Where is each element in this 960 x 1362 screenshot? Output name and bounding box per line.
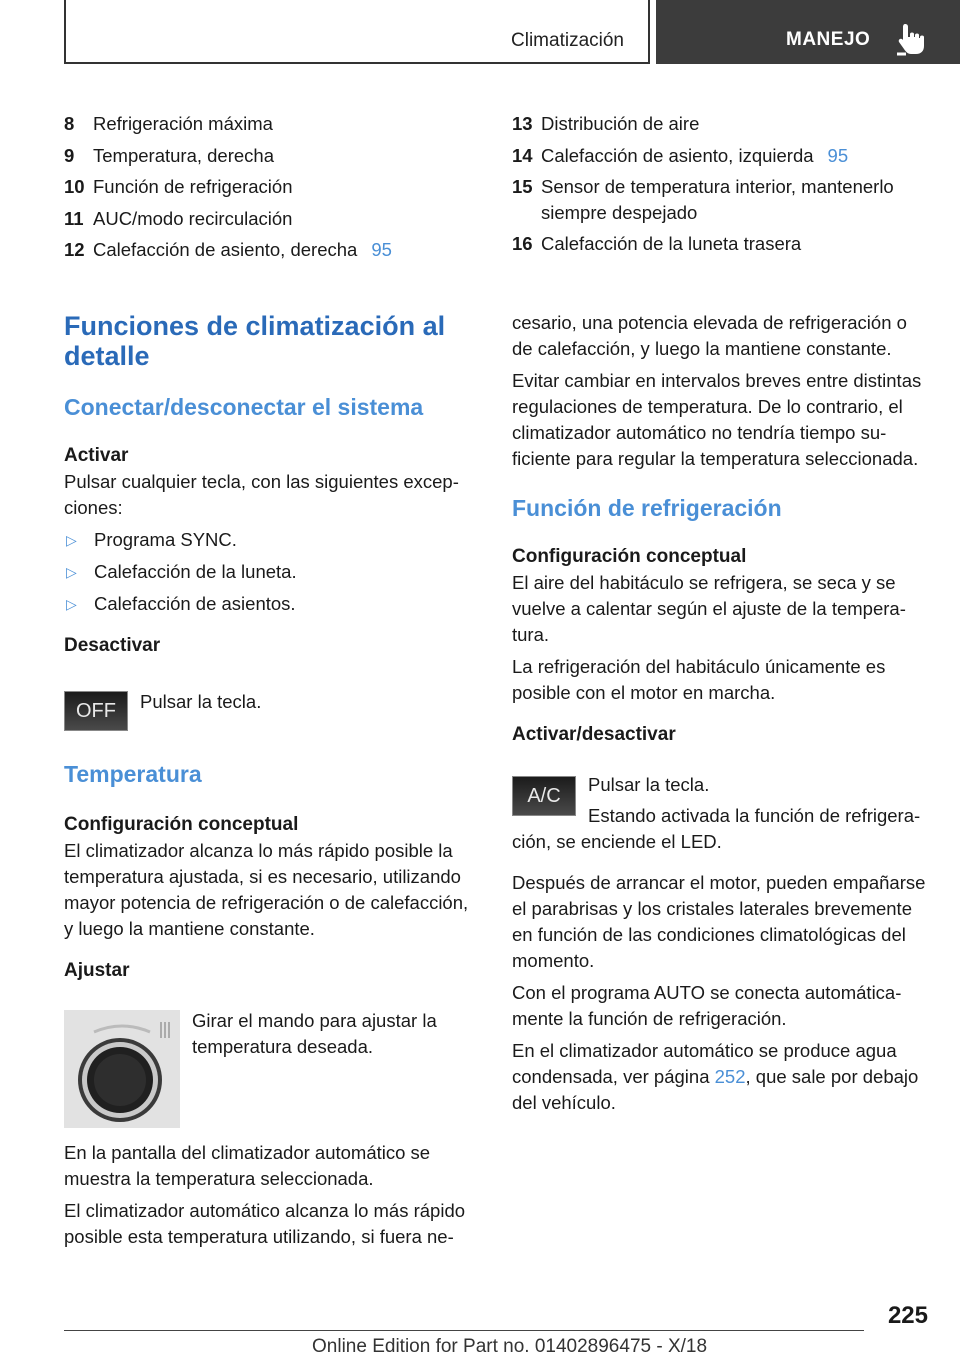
avoid-text: Evitar cambiar en intervalos breves entre distintas regulaciones de temperatura. De lo contrario, el climatizador automático no tendría tiempo suficiente para regular la temperatura seleccionada. [512,370,922,469]
legend-item [64,143,482,175]
header-chapter-label: MANEJO [786,29,871,50]
onoff-heading: Activar/desactivar [512,724,676,745]
ajustar-heading: Ajustar [64,960,130,981]
legend-item [512,174,942,231]
legend-text: Sensor de temperatura interior, mantenerlo siempre despejado [541,176,894,223]
legend-list-left [64,111,482,269]
triangle-bullet-icon: ▷ [66,532,77,548]
activar-text: Pulsar cualquier tecla, con las siguientes excepciones: [64,471,459,518]
header-chapter-tab [656,0,960,64]
legend-text: Calefacción de la luneta trasera [541,233,802,254]
legend-number: 16 [512,233,533,254]
off-text: Pulsar la tecla. [140,691,262,712]
bullet-item: ▷ Programa SYNC. [64,527,482,553]
off-key-image: OFF [64,691,128,731]
legend-number: 11 [64,207,84,229]
left-column-temp [64,760,482,984]
activar-heading: Activar [64,445,129,466]
triangle-bullet-icon: ▷ [66,564,77,580]
section-heading: Funciones de climatización al detalle [64,311,446,371]
legend-text: Refrigeración máxima [93,113,273,134]
left-column [64,311,482,659]
legend-item [64,237,482,269]
display-text: En la pantalla del climatizador automático se muestra la temperatura seleccionada. [64,1142,431,1189]
fog-text: Después de arrancar el motor, pueden empañarse el parabrisas y los cristales laterales brevemente en función de las condiciones climatológicas del momento. [512,872,926,971]
bullet-item: ▷ Calefacción de la luneta. [64,559,482,585]
engine-text: La refrigeración del habitáculo únicamente es posible con el motor en marcha. [512,656,886,703]
legend-text: Temperatura, derecha [93,144,274,166]
concept-heading: Configuración conceptual [64,814,299,835]
water-text: En el climatizador automático se produce agua condensada, ver página 252, que sale por debajo del vehículo. [512,1040,919,1113]
legend-item [64,206,482,238]
bullet-item: ▷ Calefacción de asientos. [64,591,482,617]
ac-text-2: Estando activada la función de refrigeración, se enciende el LED. [512,805,921,852]
continuation-text: cesario, una potencia elevada de refrigeración o de calefacción, y luego la mantiene constante. [512,312,907,359]
legend-number: 15 [512,176,533,197]
header-section-box [64,0,650,64]
temperature-knob-image [64,1010,180,1128]
legend-item [512,111,942,143]
subsection-heading-onoff: Conectar/desconectar el sistema [64,394,424,420]
knob-icon [64,1010,180,1128]
legend-item [512,143,942,175]
page-252-link[interactable]: 252 [714,1066,746,1087]
page-ref-link[interactable]: 95 [371,239,392,260]
knob-text: Girar el mando para ajustar la temperatura deseada. [192,1010,437,1057]
footer-divider [64,1330,864,1331]
triangle-bullet-icon: ▷ [66,596,77,612]
reach-text: El climatizador automático alcanza lo más rápido posible esta temperatura utilizando, si fuera ne- [64,1200,466,1247]
right-column-bottom [512,870,932,1122]
right-column [512,310,932,748]
ac-text-2-wrap [512,803,932,861]
legend-number: 8 [64,113,75,134]
legend-number: 9 [64,144,75,166]
legend-text: AUC/modo recirculación [93,207,293,229]
legend-number: 12 [64,239,85,260]
legend-text: Calefacción de asiento, derecha 95 [93,239,392,260]
page-number: 225 [887,1302,928,1329]
left-column-bottom [64,1140,482,1256]
legend-number: 13 [512,113,533,134]
legend-text: Calefacción de asiento, izquierda 95 [541,144,849,166]
cooling-concept-heading: Configuración conceptual [512,546,747,567]
auto-text: Con el programa AUTO se conecta automáticamente la función de refrigeración. [512,982,902,1029]
ac-key-image: A/C [512,776,576,816]
legend-text: Distribución de aire [541,113,700,134]
legend-item [512,231,942,263]
subsection-heading-cooling: Función de refrigeración [512,495,782,521]
ac-text-1: Pulsar la tecla. [588,774,710,795]
desactivar-heading: Desactivar [64,635,161,656]
legend-number: 14 [512,144,533,166]
legend-number: 10 [64,176,85,197]
header-section-title: Climatización [511,30,624,51]
footer-edition: Online Edition for Part no. 01402896475 - X/18 [312,1336,708,1357]
subsection-heading-temp: Temperatura [64,761,202,787]
hand-pointer-icon [896,22,926,56]
page-ref-link[interactable]: 95 [827,144,849,166]
legend-item [64,111,482,143]
legend-item [64,174,482,206]
cooling-concept-text: El aire del habitáculo se refrigera, se seca y se vuelve a calentar según el ajuste de la temperatura. [512,572,906,645]
legend-list-right [512,111,942,263]
concept-text: El climatizador alcanza lo más rápido posible la temperatura ajustada, si es necesario, utilizando mayor potencia de refrigeración o de calefacción, y luego la mantiene constante. [64,840,469,939]
legend-text: Función de refrigeración [93,176,293,197]
